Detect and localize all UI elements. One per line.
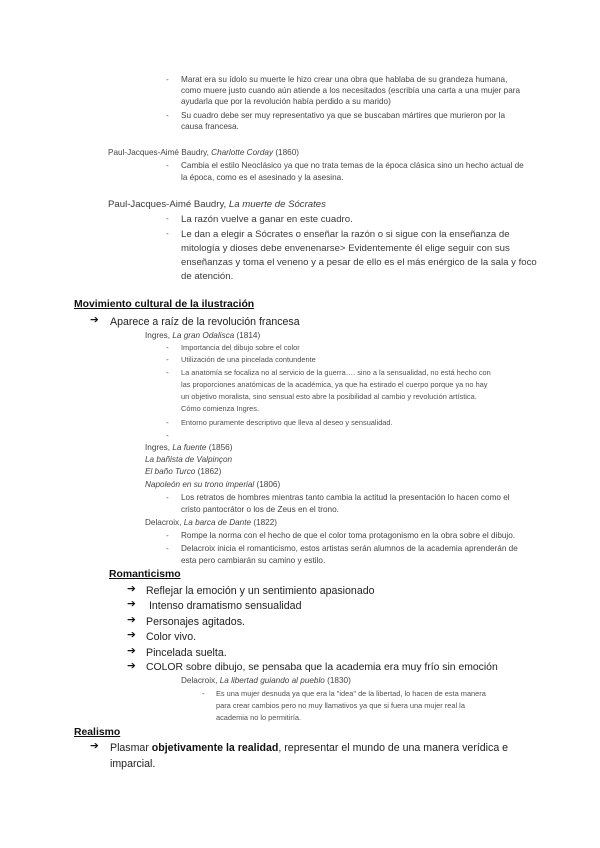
text-line: Es una mujer desnuda ya que era la "idea" de la libertad, lo hacen de esta manera: [216, 689, 486, 698]
text-line: Cambia el estilo Neoclásico ya que no trata temas de la época clásica sino un hecho actual de: [181, 161, 524, 170]
text-line: La razón vuelve a ganar en este cuadro.: [181, 214, 353, 225]
text-line: Plasmar objetivamente la realidad, representar el mundo de una manera verídica e: [110, 742, 509, 754]
bullet-dash: -: [166, 111, 169, 120]
bullet-dash: -: [166, 418, 169, 427]
text-line: Rompe la norma con el hecho de que el color toma protagonismo en la obra sobre el dibujo.: [181, 531, 516, 540]
arrow-icon: ➔: [90, 314, 99, 326]
text-line: Su cuadro debe ser muy representativo ya que se buscaban mártires que murieron por la: [181, 111, 506, 120]
section-heading-romanticismo: Romanticismo: [109, 569, 181, 580]
artwork-heading: Ingres, La gran Odalisca (1814): [145, 331, 261, 340]
bullet-dash: -: [166, 75, 169, 84]
bullet-dash: -: [166, 531, 169, 540]
artwork-heading: Delacroix, La barca de Dante (1822): [145, 518, 278, 527]
text-line: ayudarla que por la revolución había perdido a su marido): [181, 97, 391, 106]
arrow-icon: ➔: [127, 583, 136, 595]
artwork-heading: Paul-Jacques-Aimé Baudry, La muerte de Sócrates: [108, 199, 326, 210]
text-line: La anatomía se focaliza no al servicio de la guerra…. sino a la sensualidad, no está hecho con: [181, 368, 491, 377]
bullet-dash: -: [202, 689, 205, 698]
text-line: para crear cambios pero no muy llamativos ya que si fuera una mujer real la: [216, 701, 465, 710]
artwork-heading: Ingres, La fuente (1856): [145, 443, 233, 452]
text-line: Importancia del dibujo sobre el color: [181, 343, 300, 352]
text-line: las proporciones anatómicas de la académica, ya que ha estirado el cuerpo porque ya no hay: [181, 380, 488, 389]
text-line: Marat era su ídolo su muerte le hizo crear una obra que hablaba de su grandeza humana,: [181, 75, 508, 84]
bullet-dash: -: [166, 229, 169, 238]
artwork-heading: La bañista de Valpinçon: [145, 455, 233, 464]
artwork-heading: Delacroix, La libertad guiando al pueblo (1830): [181, 676, 351, 685]
text-line: como muere justo cuando aún atiende a los necesitados (escribía una carta a una mujer para: [181, 86, 521, 95]
bullet-dash: -: [166, 343, 169, 352]
arrow-icon: ➔: [127, 645, 136, 657]
text-line: causa francesa.: [181, 122, 239, 131]
text-line: Utilización de una pincelada contundente: [181, 355, 316, 364]
text-line: Aparece a raíz de la revolución francesa: [110, 316, 300, 328]
list-item: Intenso dramatismo sensualidad: [146, 600, 302, 612]
arrow-icon: ➔: [127, 614, 136, 626]
bullet-dash: -: [166, 431, 169, 440]
bullet-dash: -: [166, 355, 169, 364]
text-line: Le dan a elegir a Sócrates o enseñar la razón o si sigue con la enseñanza de: [181, 229, 510, 240]
bullet-dash: -: [166, 368, 169, 377]
bullet-dash: -: [166, 493, 169, 502]
text-line: un objetivo moralista, sino sensual esto abre la posibilidad al cambio y revolución artística.: [181, 392, 477, 401]
bullet-dash: -: [166, 161, 169, 170]
text-line: cristo pantocrátor o los de Zeus en el trono.: [181, 505, 339, 514]
arrow-icon: ➔: [127, 660, 136, 672]
text-line: academia no lo permitiría.: [216, 713, 302, 722]
text-line: mitología y dioses debe envenenarse> Evidentemente él elige seguir con sus: [181, 243, 510, 254]
text-line: enseñanzas y toma el veneno y a pesar de ello es el más enérgico de la sala y foco: [181, 257, 537, 268]
artwork-heading: El baño Turco (1862): [145, 467, 222, 476]
text-line: Delacroix inicia el romanticismo, estos artistas serán alumnos de la academia aprenderán de: [181, 544, 518, 553]
arrow-icon: ➔: [127, 598, 136, 610]
text-line: la época, como es el asesinado y la asesina.: [181, 173, 344, 182]
text-line: Entorno puramente descriptivo que lleva al deseo y sensualidad.: [181, 418, 393, 427]
text-line: Los retratos de hombres mientras tanto cambia la actitud la presentación lo hacen como el: [181, 493, 510, 502]
text-line: Cómo comienza Ingres.: [181, 404, 260, 413]
section-heading-realismo: Realismo: [74, 727, 121, 738]
text-line: esta pero cambiarán su camino y estilo.: [181, 556, 326, 565]
section-heading-ilustracion: Movimiento cultural de la ilustración: [74, 299, 255, 310]
text-line: imparcial.: [110, 758, 156, 770]
bullet-dash: -: [166, 544, 169, 553]
list-item: Personajes agitados.: [146, 616, 245, 628]
list-item: Color vivo.: [146, 631, 197, 643]
list-item: Reflejar la emoción y un sentimiento apasionado: [146, 585, 375, 597]
artwork-heading: Paul-Jacques-Aimé Baudry, Charlotte Corday (1860): [108, 148, 299, 157]
list-item: COLOR sobre dibujo, se pensaba que la academia era muy frío sin emoción: [146, 662, 498, 673]
list-item: Pincelada suelta.: [146, 647, 227, 659]
artwork-heading: Napoleón en su trono imperial (1806): [145, 480, 281, 489]
bullet-dash: -: [166, 214, 169, 223]
arrow-icon: ➔: [90, 740, 99, 752]
text-line: de atención.: [181, 271, 234, 282]
arrow-icon: ➔: [127, 629, 136, 641]
